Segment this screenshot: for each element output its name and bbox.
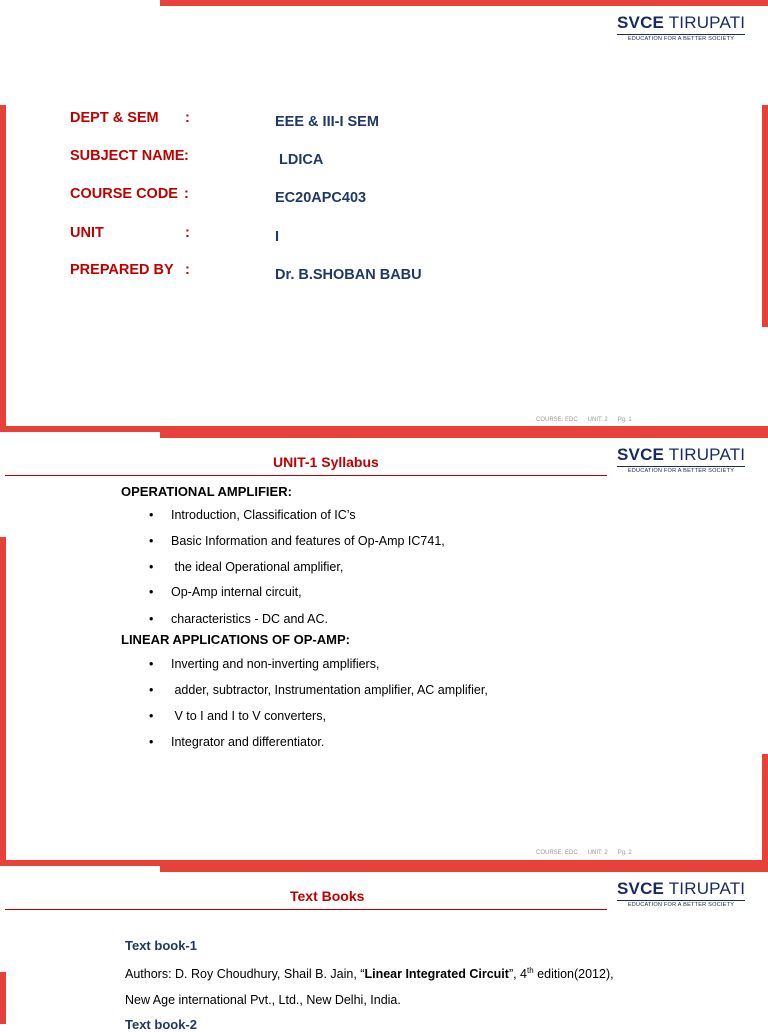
logo-tagline: EDUCATION FOR A BETTER SOCIETY — [617, 900, 745, 908]
label-unit: UNIT — [70, 225, 104, 241]
footer-unit: UNIT: 2 — [587, 850, 608, 856]
value-prepared-by: Dr. B.SHOBAN BABU — [275, 267, 422, 283]
footer-page: Pg. 2 — [617, 850, 632, 856]
list-item: • Inverting and non-inverting amplifiers, — [149, 657, 380, 671]
section-operational-amplifier: OPERATIONAL AMPLIFIER: — [121, 484, 292, 499]
svce-logo — [617, 879, 745, 908]
text-book-2-heading: Text book-2 — [125, 1017, 197, 1032]
footer-unit: UNIT: 2 — [587, 417, 608, 423]
logo-tagline: EDUCATION FOR A BETTER SOCIETY — [617, 466, 745, 474]
top-red-bar — [160, 0, 768, 6]
left-red-bar — [0, 972, 6, 1024]
list-item: • characteristics - DC and AC. — [149, 612, 328, 626]
value-unit: I — [275, 229, 280, 245]
footer-course: COURSE: EDC — [536, 850, 578, 856]
logo-name-light: TIRUPATI — [664, 13, 746, 32]
logo-name-bold: SVCE — [617, 879, 665, 898]
footer-course: COURSE: EDC — [536, 417, 578, 423]
value-subject-name: LDICA — [279, 152, 324, 168]
slide-1 — [0, 0, 768, 432]
title-underline — [5, 475, 607, 476]
logo-tagline: EDUCATION FOR A BETTER SOCIETY — [617, 34, 745, 42]
label-dept-sem: DEPT & SEM — [70, 110, 159, 126]
top-red-bar — [160, 432, 768, 438]
text-book-1-publisher: New Age international Pvt., Ltd., New Delhi, India. — [125, 993, 401, 1007]
slide-3 — [0, 866, 768, 1032]
text-book-1-authors: Authors: D. Roy Choudhury, Shail B. Jain, “Linear Integrated Circuit”, 4th edition(2012), — [125, 966, 614, 982]
text-book-1-heading: Text book-1 — [125, 938, 197, 953]
colon-unit: : — [185, 225, 190, 241]
label-subject-name: SUBJECT NAME — [70, 148, 185, 164]
slide-2 — [0, 432, 768, 866]
list-item: • V to I and I to V converters, — [149, 709, 326, 723]
colon-prepared-by: : — [185, 262, 190, 278]
slide3-title: Text Books — [290, 888, 365, 904]
list-item: • Integrator and differentiator. — [149, 735, 325, 749]
list-item: • Op-Amp internal circuit, — [149, 585, 302, 599]
footer-page: Pg. 1 — [617, 417, 632, 423]
colon-dept-sem: : — [185, 110, 190, 126]
left-red-bar — [0, 105, 6, 432]
right-red-bar — [762, 105, 768, 327]
left-red-bar — [0, 537, 6, 866]
list-item: • adder, subtractor, Instrumentation amplifier, AC amplifier, — [149, 683, 488, 697]
logo-name-bold: SVCE — [617, 445, 665, 464]
svce-logo — [617, 445, 745, 474]
right-red-bar — [762, 754, 768, 866]
value-dept-sem: EEE & III-I SEM — [275, 114, 379, 130]
label-prepared-by: PREPARED BY — [70, 262, 174, 278]
logo-name-bold: SVCE — [617, 13, 665, 32]
text-book-1-title: Linear Integrated Circuit — [364, 967, 509, 982]
label-course-code: COURSE CODE — [70, 186, 178, 202]
list-item: • Introduction, Classification of IC’s — [149, 508, 356, 522]
slide2-footer — [536, 850, 642, 856]
logo-name-light: TIRUPATI — [664, 879, 746, 898]
slide2-title: UNIT-1 Syllabus — [273, 454, 379, 470]
colon-subject-name: : — [184, 148, 189, 164]
colon-course-code: : — [184, 186, 189, 202]
logo-name-light: TIRUPATI — [664, 445, 746, 464]
section-linear-applications: LINEAR APPLICATIONS OF OP-AMP: — [121, 632, 350, 647]
list-item: • the ideal Operational amplifier, — [149, 560, 344, 574]
title-underline — [5, 909, 607, 910]
svce-logo — [617, 13, 745, 42]
top-red-bar — [160, 866, 768, 872]
list-item: • Basic Information and features of Op-Amp IC741, — [149, 534, 445, 548]
value-course-code: EC20APC403 — [275, 190, 367, 206]
slide1-footer — [536, 417, 642, 423]
